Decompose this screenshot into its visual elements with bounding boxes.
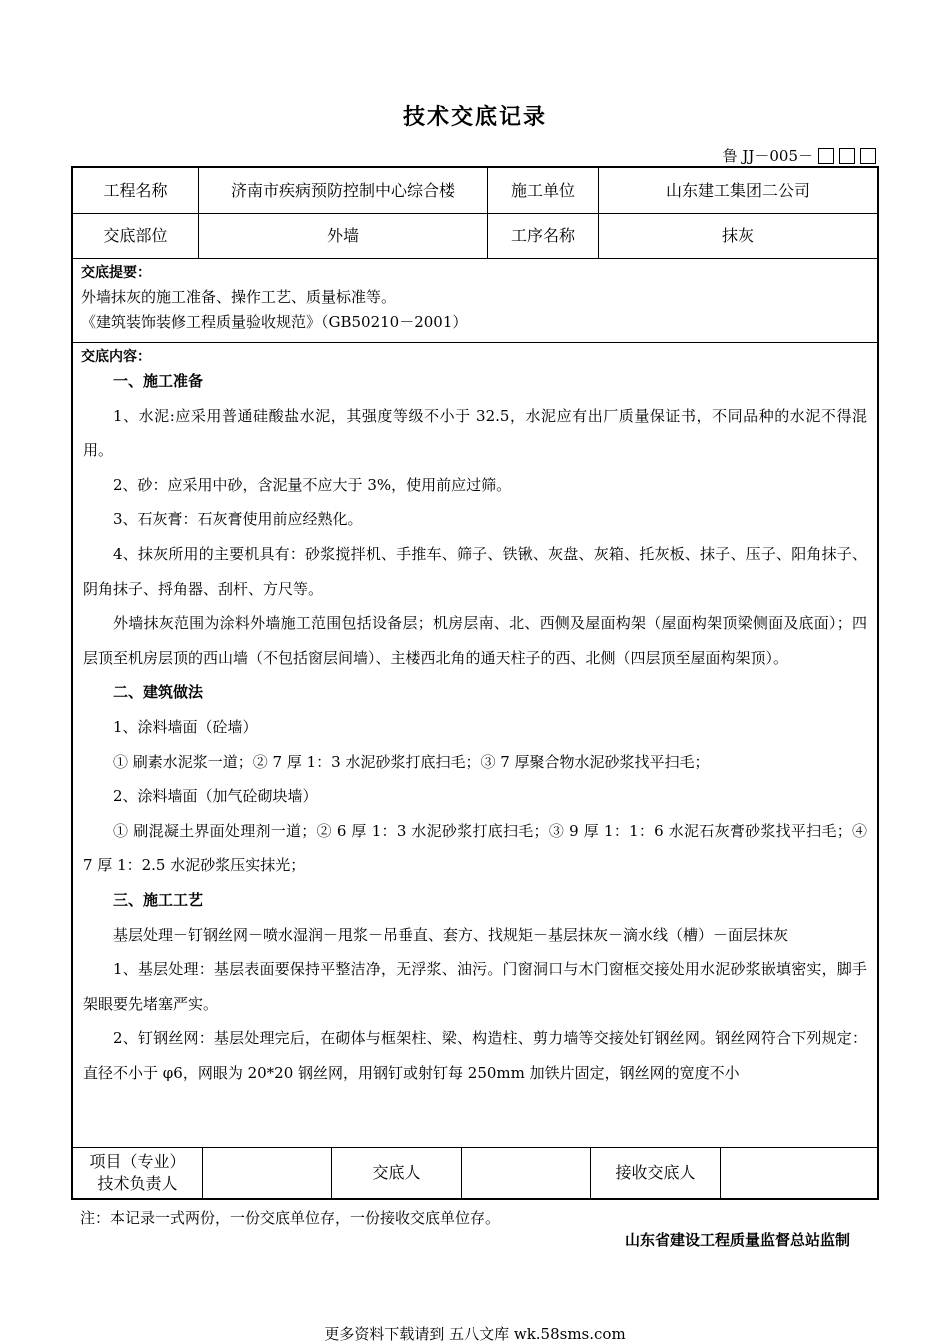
content-paragraph: ① 刷素水泥浆一道；② 7 厚 1：3 水泥砂浆打底扫毛；③ 7 厚聚合物水泥砂浆找平扫毛； <box>113 752 710 771</box>
code-box-2 <box>839 148 855 164</box>
receiver-signature <box>721 1148 877 1198</box>
process-label: 工序名称 <box>488 213 599 258</box>
footnote: 注：本记录一式两份，一份交底单位存，一份接收交底单位存。 <box>80 1209 501 1227</box>
signature-row <box>73 1147 877 1198</box>
receiver-label: 接收交底人 <box>591 1148 721 1198</box>
content-section <box>73 342 877 1120</box>
summary-label: 交底提要： <box>81 265 151 281</box>
content-paragraph: 2、钉钢丝网：基层处理完后，在砌体与框架柱、梁、构造柱、剪力墙等交接处钉钢丝网。钢丝网符合下列规定：直径不小于 φ6，网眼为 20*20 钢丝网，用钢钉或射钉每 250mm 加铁片固定，钢丝网的宽度不小 <box>83 1029 867 1082</box>
download-footer: 更多资料下载请到 五八文库 wk.58sms.com <box>324 1325 626 1343</box>
discloser-signature <box>462 1148 591 1198</box>
tech-lead-signature <box>203 1148 332 1198</box>
content-paragraph: 2、涂料墙面（加气砼砌块墙） <box>113 787 318 806</box>
summary-line-1: 外墙抹灰的施工准备、操作工艺、质量标准等。 <box>81 288 397 306</box>
page-title: 技术交底记录 <box>402 105 547 130</box>
contractor-value: 山东建工集团二公司 <box>665 180 810 200</box>
form-code-text: 鲁 JJ－005－ <box>722 147 813 165</box>
summary-line-2: 《建筑装饰装修工程质量验收规范》（GB50210－2001） <box>81 313 468 331</box>
code-box-1 <box>818 148 834 164</box>
summary-section <box>73 258 877 343</box>
content-paragraph: 基层处理－钉钢丝网－喷水湿润－甩浆－吊垂直、套方、找规矩－基层抹灰－滴水线（槽）－面层抹灰 <box>113 925 789 944</box>
content-paragraph: 外墙抹灰范围为涂料外墙施工范围包括设备层；机房层南、北、西侧及屋面构架（屋面构架顶梁侧面及底面）；四层顶至机房层顶的西山墙（不包括窗层间墙）、主楼西北角的通天柱子的西、北侧（四层顶至屋面构架顶）。 <box>83 614 867 667</box>
content-paragraph: 1、涂料墙面（砼墙） <box>113 717 258 736</box>
tech-lead-label <box>73 1148 203 1198</box>
project-name-label: 工程名称 <box>73 168 199 213</box>
tech-lead-label-line-2: 技术负责人 <box>97 1174 178 1193</box>
record-table <box>71 166 879 1200</box>
content-paragraph: 2、砂：应采用中砂，含泥量不应大于 3%，使用前应过筛。 <box>113 475 512 494</box>
row-project <box>73 168 877 214</box>
content-paragraph: 1、基层处理：基层表面要保持平整洁净，无浮浆、油污。门窗洞口与木门窗框交接处用水泥砂浆嵌填密实，脚手架眼要先堵塞严实。 <box>83 960 867 1013</box>
section-heading: 三、施工工艺 <box>113 890 204 909</box>
code-box-3 <box>860 148 876 164</box>
tech-lead-label-line-1: 项目（专业） <box>89 1152 186 1171</box>
section-heading: 一、施工准备 <box>113 372 204 390</box>
content-paragraph: 3、石灰膏：石灰膏使用前应经熟化。 <box>113 510 363 529</box>
form-code <box>723 145 876 166</box>
row-part <box>73 213 877 259</box>
process-value: 抹灰 <box>721 225 754 245</box>
section-heading: 二、建筑做法 <box>113 683 204 702</box>
project-name-value: 济南市疾病预防控制中心综合楼 <box>199 168 488 213</box>
content-paragraph: 1、水泥:应采用普通硅酸盐水泥，其强度等级不小于 32.5，水泥应有出厂质量保证书，不同品种的水泥不得混用。 <box>83 406 867 460</box>
part-label: 交底部位 <box>73 213 199 258</box>
content-body <box>83 364 867 1090</box>
part-value: 外墙 <box>199 213 488 258</box>
discloser-label: 交底人 <box>332 1148 462 1198</box>
content-label: 交底内容： <box>81 349 151 365</box>
issuing-organization: 山东省建设工程质量监督总站监制 <box>624 1231 850 1249</box>
contractor-label: 施工单位 <box>488 168 599 213</box>
content-paragraph: 4、抹灰所用的主要机具有：砂浆搅拌机、手推车、筛子、铁锹、灰盘、灰箱、托灰板、抹子、压子、阳角抹子、阴角抹子、捋角器、刮杆、方尺等。 <box>83 544 867 598</box>
content-paragraph: ① 刷混凝土界面处理剂一道；② 6 厚 1：3 水泥砂浆打底扫毛；③ 9 厚 1：1：6 水泥石灰膏砂浆找平扫毛；④ 7 厚 1：2.5 水泥砂浆压实抹光； <box>83 821 867 875</box>
